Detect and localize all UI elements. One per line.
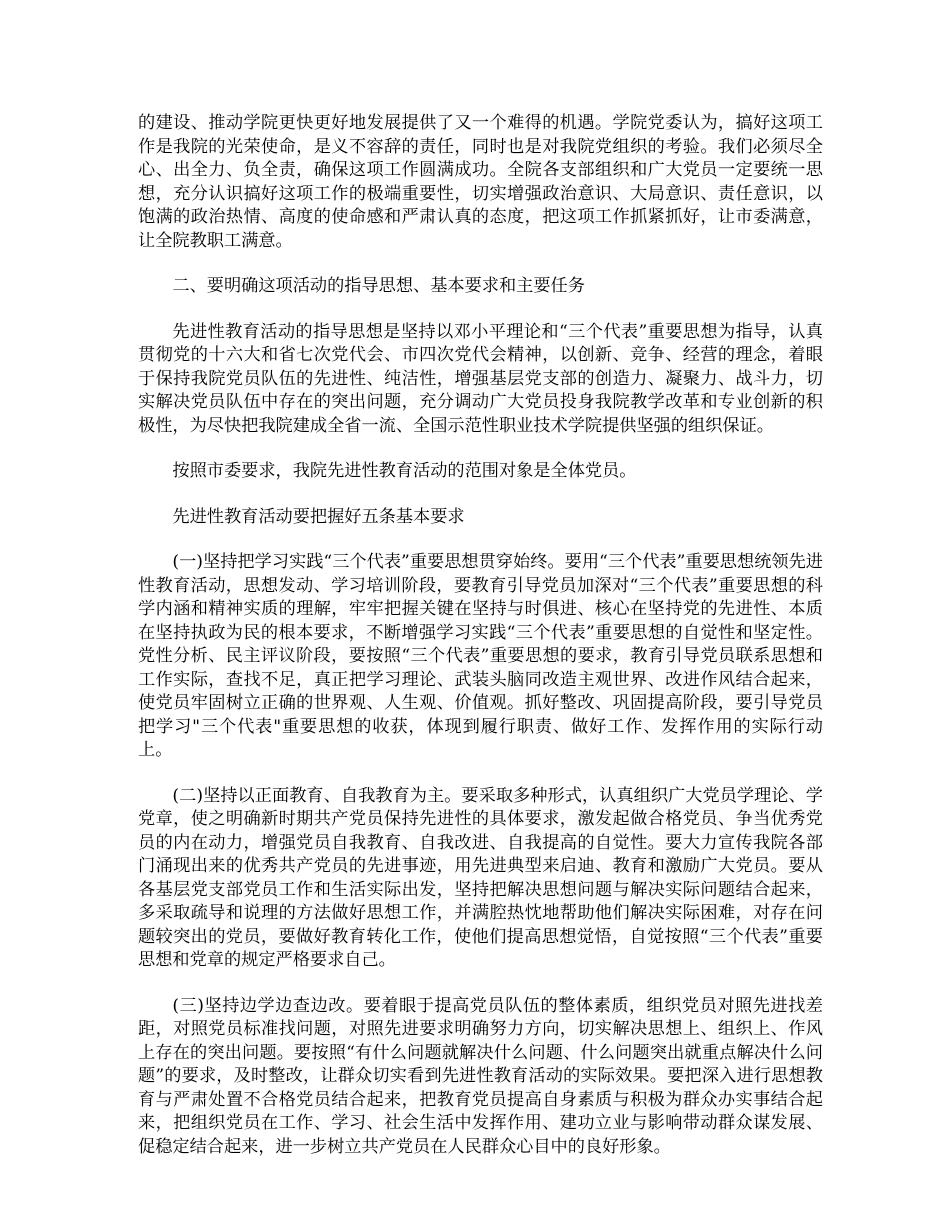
document-body — [138, 112, 823, 1181]
paragraph-continued: 的建设、推动学院更快更好地发展提供了又一个难得的机遇。学院党委认为，搞好这项工作是我院的光荣使命，是义不容辞的责任，同时也是对我院党组织的考验。我们必须尽全心、出全力、负全责，确保这项工作圆满成功。全院各支部组织和广大党员一定要统一思想，充分认识搞好这项工作的极端重要性，切实增强政治意识、大局意识、责任意识，以饱满的政治热情、高度的使命感和严肃认真的态度，把这项工作抓紧抓好，让市委满意，让全院教职工满意。 — [138, 113, 823, 251]
paragraph-requirement-2: (二)坚持以正面教育、自我教育为主。要采取多种形式，认真组织广大党员学理论、学党章，使之明确新时期共产党员保持先进性的具体要求，激发起做合格党员、争当优秀党员的内在动力，增强党员自我教育、自我改进、自我提高的自觉性。要大力宣传我院各部门涌现出来的优秀共产党员的先进事迹，用先进典型来启迪、教育和激励广大党员。要从各基层党支部党员工作和生活实际出发，坚持把解决思想问题与解决实际问题结合起来，多采取疏导和说理的方法做好思想工作，并满腔热忱地帮助他们解决实际困难，对存在问题较突出的党员，要做好教育转化工作，使他们提高思想觉悟，自觉按照“三个代表”重要思想和党章的规定严格要求自己。 — [138, 785, 823, 970]
paragraph-requirements-intro: 先进性教育活动要把握好五条基本要求 — [172, 506, 465, 527]
paragraph-requirement-1: (一)坚持把学习实践“三个代表”重要思想贯穿始终。要用“三个代表”重要思想统领先进性教育活动，思想发动、学习培训阶段，要教育引导党员加深对“三个代表”重要思想的科学内涵和精神实质的理解，牢牢把握关键在坚持与时俱进、核心在坚持党的先进性、本质在坚持执政为民的根本要求，不断增强学习实践“三个代表”重要思想的自觉性和坚定性。党性分析、民主评议阶段，要按照“三个代表”重要思想的要求，教育引导党员联系思想和工作实际，查找不足，真正把学习理论、武装头脑同改造主观世界、改进作风结合起来，使党员牢固树立正确的世界观、人生观、价值观。抓好整改、巩固提高阶段，要引导党员把学习"三个代表"重要思想的收获，体现到履行职责、做好工作、发挥作用的实际行动上。 — [138, 552, 823, 760]
paragraph-requirement-3: (三)坚持边学边查边改。要着眼于提高党员队伍的整体素质，组织党员对照先进找差距，对照党员标准找问题，对照先进要求明确努力方向，切实解决思想上、组织上、作风上存在的突出问题。要按照“有什么问题就解决什么问题、什么问题突出就重点解决什么问题”的要求，及时整改，让群众切实看到先进性教育活动的实际效果。要把深入进行思想教育与严肃处置不合格党员结合起来，把教育党员提高自身素质与积极为群众办实事结合起来，把组织党员在工作、学习、社会生活中发挥作用、建功立业与影响带动群众谋发展、促稳定结合起来，进一步树立共产党员在人民群众心目中的良好形象。 — [138, 995, 823, 1157]
paragraph-scope: 按照市委要求，我院先进性教育活动的范围对象是全体党员。 — [172, 461, 637, 481]
paragraph-guiding-ideology: 先进性教育活动的指导思想是坚持以邓小平理论和“三个代表”重要思想为指导，认真贯彻党的十六大和省七次党代会、市四次党代会精神，以创新、竞争、经营的理念，着眼于保持我院党员队伍的先进性、纯洁性，增强基层党支部的创造力、凝聚力、战斗力，切实解决党员队伍中存在的突出问题，充分调动广大党员投身我院教学改革和专业创新的积极性，为尽快把我院建成全省一流、全国示范性职业技术学院提供坚强的组织保证。 — [138, 321, 823, 436]
section-heading: 二、要明确这项活动的指导思想、基本要求和主要任务 — [172, 276, 585, 296]
